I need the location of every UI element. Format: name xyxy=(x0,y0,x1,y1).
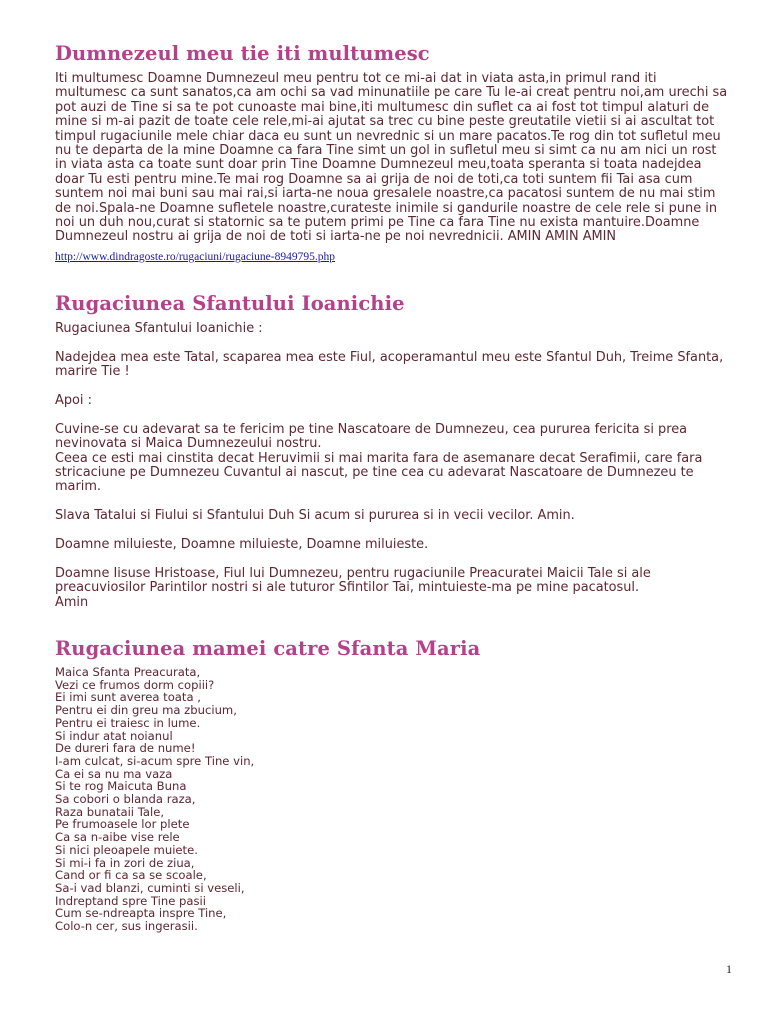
poem-line: Ca ei sa nu ma vaza xyxy=(55,766,173,781)
section-title-ioanichie: Rugaciunea Sfantului Ioanichie xyxy=(55,292,405,315)
poem-line: Indreptand spre Tine pasii xyxy=(55,893,206,908)
page-number: 1 xyxy=(726,962,732,976)
poem-line: Cand or fi ca sa se scoale, xyxy=(55,868,207,883)
poem-line: Colo-n cer, sus ingerasii. xyxy=(55,919,198,934)
section-title-mother-prayer: Rugaciunea mamei catre Sfanta Maria xyxy=(55,637,481,660)
thanksgiving-prayer-text: Iti multumesc Doamne Dumnezeul meu pentru tot ce mi-ai dat in viata asta,in primul rand iti multumesc ca sunt sanatos,ca am ochi sa vad minunatiile pe care Tu le-ai creat pentru noi,am urechi sa pot auzi de Tine si sa te pot cunoaste mai bine,iti multumesc din suflet ca ai fost tot timpul alaturi de mine si m-ai pazit de toate cele rele,mi-ai ajutat sa trec cu bine peste greutatile vietii si ai ascultat tot timpul rugaciunile mele chiar daca eu sunt un nevrednic si un mare pacatos.Te rog din tot sufletul meu nu te departa de la mine Doamne ca fara Tine simt un gol in sufletul meu si simt ca nu am nici un rost in viata asta ca toate sunt doar prin Tine Doamne Dumnezeul meu,toata speranta si toata nadejdea doar Tu esti pentru mine.Te mai rog Doamne sa ai grija de noi de toti,ca toti suntem fii Tai asa cum suntem noi mai buni sau mai rai,si iarta-ne noua gresalele noastre,ca pacatosi suntem de nu mai stim de noi.Spala-ne Doamne sufletele noastre,curateste inimile si gandurile noastre de cele rele si pune in noi un duh nou,curat si statornic sa te putem primi pe Tine ca fara Tine nu exista mantuire.Doamne Dumnezeul nostru ai grija de noi de toti si iarta-ne pe noi nevrednicii. AMIN AMIN AMIN xyxy=(55,71,728,245)
poem-line: Si nici pleoapele muiete. xyxy=(55,842,198,857)
poem-line: Maica Sfanta Preacurata, xyxy=(55,665,201,679)
poem-line: Ca sa n-aibe vise rele xyxy=(55,830,180,845)
poem-line: Raza bunataii Tale, xyxy=(55,804,165,819)
poem-line: Sa cobori o blanda raza, xyxy=(55,792,196,807)
poem-line: Si indur atat noianul xyxy=(55,728,173,743)
poem-line: Pentru ei din greu ma zbucium, xyxy=(55,703,237,718)
poem-line: Vezi ce frumos dorm copiii? xyxy=(55,677,215,692)
poem-line: De dureri fara de nume! xyxy=(55,741,196,756)
poem-line: Ei imi sunt averea toata , xyxy=(55,690,201,705)
source-link[interactable]: http://www.dindragoste.ro/rugaciuni/rugaciune-8949795.php xyxy=(55,251,335,263)
poem-line: Pentru ei traiesc in lume. xyxy=(55,715,201,730)
mother-prayer-poem xyxy=(55,666,254,933)
poem-line: I-am culcat, si-acum spre Tine vin, xyxy=(55,753,255,768)
poem-line: Pe frumoasele lor plete xyxy=(55,817,190,832)
ioanichie-prayer-text: Rugaciunea Sfantului Ioanichie : Nadejdea mea este Tatal, scaparea mea este Fiul, acoperamantul meu este Sfantul Duh, Treime Sfanta, marire Tie ! Apoi : Cuvine-se cu adevarat sa te fericim pe tine Nascatoare de Dumnezeu, cea pururea fericita si prea nevinovata si Maica Dumnezeului nostru. Ceea ce esti mai cinstita decat Heruvimii si mai marita fara de asemanare decat Serafimii, care fara stricaciune pe Dumnezeu Cuvantul ai nascut, pe tine cea cu adevarat Nascatoare de Dumnezeu te marim. Slava Tatalui si Fiului si Sfantului Duh Si acum si pururea si in vecii vecilor. Amin. Doamne miluieste, Doamne miluieste, Doamne miluieste. Doamne Iisuse Hristoase, Fiul lui Dumnezeu, pentru rugaciunile Preacuratei Maicii Tale si ale preacuviosilor Parintilor nostri si ale tuturor Sfintilor Tai, mintuieste-ma pe mine pacatosul. Amin xyxy=(55,321,724,610)
poem-line: Cum se-ndreapta inspre Tine, xyxy=(55,906,227,921)
poem-line: Si mi-i fa in zori de ziua, xyxy=(55,855,195,870)
poem-line: Sa-i vad blanzi, cuminti si veseli, xyxy=(55,880,245,895)
section-title-thanksgiving: Dumnezeul meu tie iti multumesc xyxy=(55,42,430,65)
poem-line: Si te rog Maicuta Buna xyxy=(55,779,187,794)
